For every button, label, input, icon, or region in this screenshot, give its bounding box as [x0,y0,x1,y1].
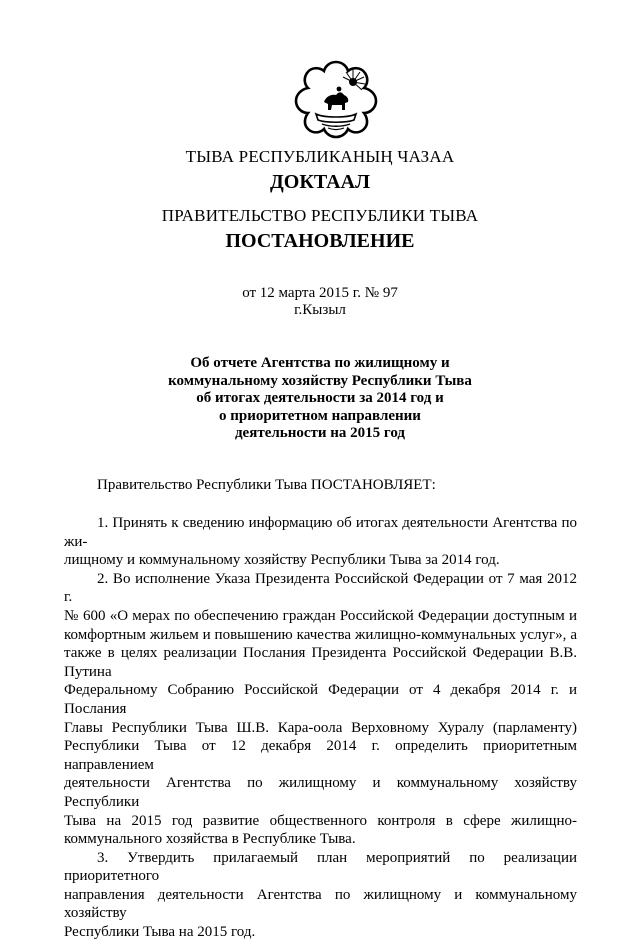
paragraph-line: направления деятельности Агентства по жилищному и коммунальному хозяйству [64,886,577,922]
russian-government-heading: ПРАВИТЕЛЬСТВО РЕСПУБЛИКИ ТЫВА [161,206,479,225]
tyva-resolution-heading: ДОКТААЛ [270,171,370,193]
paragraph-line: Тыва на 2015 год развитие общественного контроля в сфере жилищно- [64,812,577,829]
paragraph-line: также в целях реализации Послания Президента Российской Федерации В.В. Путина [64,645,577,680]
paragraph-2 [64,570,577,849]
russian-resolution-heading: ПОСТАНОВЛЕНИЕ [225,230,415,252]
paragraph-line: Федеральному Собранию Российской Федерации от 4 декабря 2014 г. и Послания [64,682,577,717]
title-line: о приоритетном направлении [219,407,421,424]
paragraph-line: 2. Во исполнение Указа Президента Российской Федерации от 7 мая 2012 г. [64,570,577,606]
resolves-statement: Правительство Республики Тыва ПОСТАНОВЛЯЕТ: [97,477,436,493]
paragraph-line: комфортным жильем и повышению качества жилищно-коммунальных услуг», а [64,626,577,643]
paragraph-line: деятельности Агентства по жилищному и коммунальному хозяйству Республики [64,775,577,810]
document-body [64,514,577,942]
document-title [150,355,490,443]
paragraph-1 [64,514,577,570]
title-line: Об отчете Агентства по жилищному и [190,355,450,371]
title-line: об итогах деятельности за 2014 год и [196,390,444,406]
tyva-government-heading: ТЫВА РЕСПУБЛИКАНЫҢ ЧАЗАА [185,147,455,166]
paragraph-line: № 600 «О мерах по обеспечению граждан Российской Федерации доступным и [64,607,577,624]
paragraph-line: Республики Тыва на 2015 год. [64,924,256,941]
paragraph-line: Республики Тыва от 12 декабря 2014 г. определить приоритетным направлением [64,738,577,773]
title-line: коммунальному хозяйству Республики Тыва [168,372,472,389]
paragraph-line: коммунального хозяйства в Республике Тыва. [64,831,356,848]
paragraph-line: Главы Республики Тыва Ш.В. Кара-оола Верховному Хуралу (парламенту) [64,719,577,736]
paragraph-line: 1. Принять к сведению информацию об итогах деятельности Агентства по жи- [64,515,577,550]
city: г.Кызыл [294,302,346,318]
title-line: деятельности на 2015 год [234,425,406,441]
paragraph-line: 3. Утвердить прилагаемый план мероприятий по реализации приоритетного [64,849,577,885]
date-number: от 12 марта 2015 г. № 97 [242,285,398,301]
paragraph-3 [64,849,577,942]
paragraph-line: лищному и коммунальному хозяйству Республики Тыва за 2014 год. [64,552,500,569]
coat-of-arms-icon [290,58,382,140]
